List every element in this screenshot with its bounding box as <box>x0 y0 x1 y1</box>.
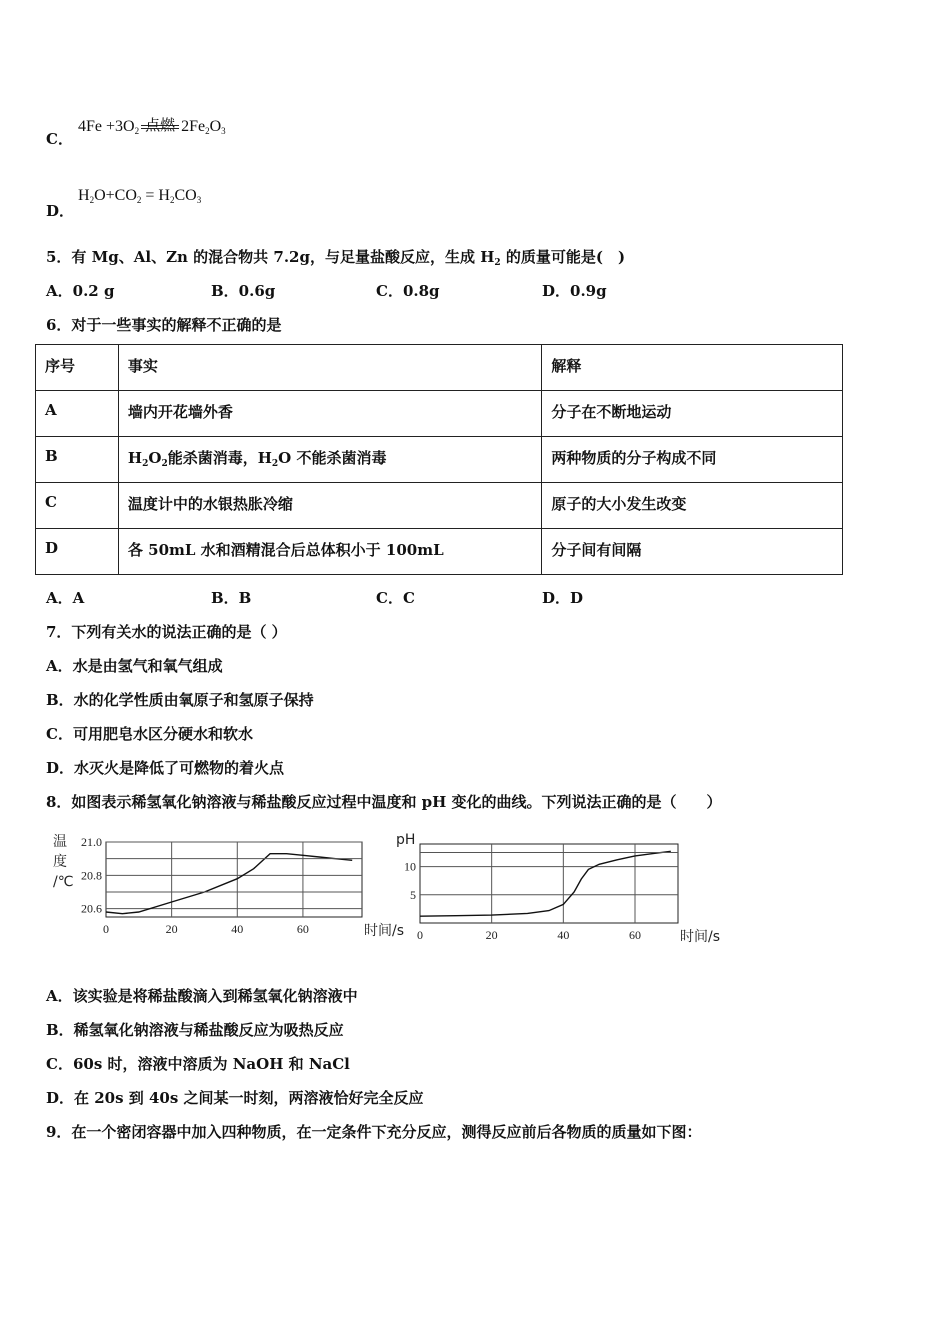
row-fact: 温度计中的水银热胀冷缩 <box>118 483 541 529</box>
y-tick-label: 10 <box>404 859 416 874</box>
x-axis-label: 时间/s <box>680 929 721 945</box>
x-tick-label: 60 <box>629 928 641 942</box>
option-d-label: D． <box>46 202 75 220</box>
x-tick-label: 60 <box>296 922 309 936</box>
row-explain: 两种物质的分子构成不同 <box>542 437 843 483</box>
y-tick-label: 5 <box>410 887 416 902</box>
y-axis-label: 温 <box>53 834 67 850</box>
temperature-chart <box>40 828 405 950</box>
table-row <box>36 391 843 437</box>
option-b: B．B <box>211 589 252 607</box>
row-id: A <box>36 391 119 437</box>
option-a: A．0.2 g <box>46 282 115 300</box>
question-7-stem: 7．下列有关水的说法正确的是（ ） <box>46 623 287 641</box>
header-id: 序号 <box>36 345 119 391</box>
series-line <box>106 854 352 914</box>
row-fact: 墙内开花墙外香 <box>118 391 541 437</box>
y-axis-label: pH <box>396 832 416 848</box>
row-fact: $H_2O_2$能杀菌消毒，$H_2O$ 不能杀菌消毒 <box>118 437 541 483</box>
q7-option-b: B．水的化学性质由氧原子和氢原子保持 <box>46 691 314 709</box>
x-tick-label: 20 <box>165 922 178 936</box>
y-tick-label: 20.6 <box>81 901 102 916</box>
ph-chart <box>390 828 721 950</box>
question-9-stem: 9．在一个密闭容器中加入四种物质，在一定条件下充分反应，测得反应前后各物质的质量如下图： <box>46 1123 702 1141</box>
option-d: D．0.9g <box>542 282 607 300</box>
q7-option-c: C．可用肥皂水区分硬水和软水 <box>46 725 253 743</box>
option-c: C．C <box>376 589 415 607</box>
row-explain: 分子间有间隔 <box>542 529 843 575</box>
equation-d: $H_2O+CO_2 = H_2CO_3$ <box>78 187 202 205</box>
option-d: D．D <box>542 589 584 607</box>
header-explain: 解释 <box>542 345 843 391</box>
equation-c: $4Fe +3O_2$ 点燃 $2Fe_2O_3$ <box>78 116 226 136</box>
row-id: C <box>36 483 119 529</box>
x-tick-label: 20 <box>485 928 498 942</box>
series-line <box>420 851 671 916</box>
q8-option-d: D．在 20s 到 40s 之间某一时刻，两溶液恰好完全反应 <box>46 1089 424 1107</box>
option-b: B．0.6g <box>211 282 276 300</box>
q7-option-a: A．水是由氢气和氧气组成 <box>46 657 223 675</box>
row-explain: 分子在不断地运动 <box>542 391 843 437</box>
row-id: D <box>36 529 119 575</box>
row-id: B <box>36 437 119 483</box>
x-tick-label: 0 <box>103 922 109 936</box>
x-tick-label: 40 <box>557 928 570 942</box>
question-6-stem: 6．对于一些事实的解释不正确的是 <box>46 316 282 334</box>
option-c-label: C． <box>46 130 73 148</box>
x-axis-label: 时间/s <box>364 923 405 939</box>
y-axis-label: 度 <box>53 854 67 870</box>
table-row <box>36 529 843 575</box>
table-row <box>36 437 843 483</box>
q8-option-c: C．60s 时，溶液中溶质为 NaOH 和 NaCl <box>46 1055 350 1073</box>
header-fact: 事实 <box>118 345 541 391</box>
table-row <box>36 483 843 529</box>
facts-table <box>35 344 843 575</box>
x-tick-label: 0 <box>417 928 423 942</box>
question-5-stem: 5．有 Mg、Al、Zn 的混合物共 7.2g，与足量盐酸反应，生成 $H_2$ 的质量可能是( ) <box>46 248 626 268</box>
y-tick-label: 21.0 <box>81 835 102 849</box>
q8-option-b: B．稀氢氧化钠溶液与稀盐酸反应为吸热反应 <box>46 1021 344 1039</box>
row-fact: 各 50mL 水和酒精混合后总体积小于 100mL <box>118 529 541 575</box>
option-c: C．0.8g <box>376 282 440 300</box>
y-axis-label: /℃ <box>53 874 74 890</box>
question-8-stem: 8．如图表示稀氢氧化钠溶液与稀盐酸反应过程中温度和 pH 变化的曲线。下列说法正确的是（ ） <box>46 793 722 811</box>
row-explain: 原子的大小发生改变 <box>542 483 843 529</box>
y-tick-label: 20.8 <box>81 868 102 883</box>
q7-option-d: D．水灭火是降低了可燃物的着火点 <box>46 759 285 777</box>
q8-option-a: A．该实验是将稀盐酸滴入到稀氢氧化钠溶液中 <box>46 987 358 1005</box>
x-tick-label: 40 <box>231 922 244 936</box>
option-a: A．A <box>46 589 85 607</box>
table-header-row <box>36 345 843 391</box>
reaction-condition: 点燃 <box>145 116 176 134</box>
